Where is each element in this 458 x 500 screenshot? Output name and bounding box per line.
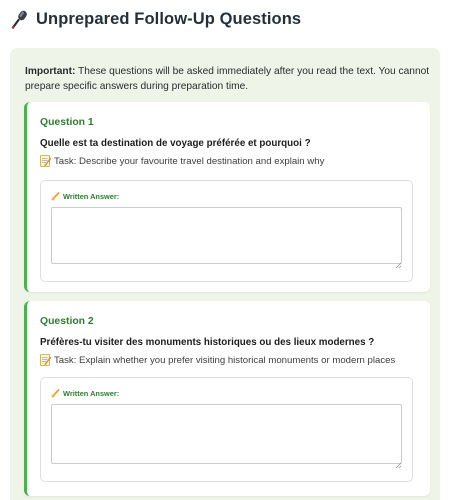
question-card: [24, 102, 430, 292]
answer-label: [51, 389, 119, 398]
answer-label-text: Written Answer:: [63, 389, 120, 398]
question-title: Question 2: [40, 316, 94, 327]
notice-label: Important:: [25, 66, 76, 77]
written-answer-input[interactable]: [51, 404, 402, 464]
answer-box: [40, 377, 413, 482]
question-task: [40, 155, 324, 167]
answer-label: [51, 192, 119, 201]
microphone-icon: [9, 9, 31, 29]
writing-hand-icon: [51, 389, 60, 398]
resize-grip-icon[interactable]: [394, 256, 402, 264]
important-notice: [25, 65, 430, 94]
page-title: Unprepared Follow-Up Questions: [36, 9, 302, 28]
question-text: Préfères-tu visiter des monuments historiques ou des lieux modernes ?: [40, 337, 375, 348]
question-title: Question 1: [40, 117, 94, 128]
notice-text: These questions will be asked immediately after you read the text. You cannot prepare specific answers during preparation time.: [25, 66, 430, 92]
resize-grip-icon[interactable]: [394, 456, 402, 464]
question-task: [40, 354, 395, 366]
questions-panel: [10, 48, 440, 500]
question-card: [24, 301, 430, 496]
memo-icon: [40, 354, 51, 366]
answer-box: [40, 180, 413, 282]
task-text: Task: Explain whether you prefer visiting historical monuments or modern places: [54, 354, 396, 366]
answer-label-text: Written Answer:: [63, 192, 120, 201]
question-text: Quelle est ta destination de voyage préférée et pourquoi ?: [40, 138, 311, 149]
written-answer-input[interactable]: [51, 207, 402, 264]
page-header: [9, 9, 301, 29]
memo-icon: [40, 155, 51, 167]
writing-hand-icon: [51, 192, 60, 201]
task-text: Task: Describe your favourite travel destination and explain why: [54, 155, 325, 167]
